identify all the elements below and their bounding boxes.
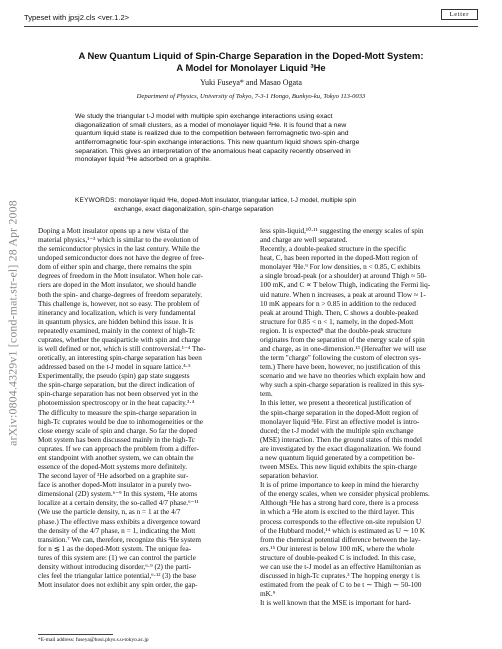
- text-line: estimated from the peak of C to be t ∼ Thigh ∼ 50-100: [260, 581, 422, 590]
- text-line: less spin-liquid,¹⁰·¹¹ suggesting the energy scales of spin: [260, 227, 424, 235]
- arxiv-stamp: [4, 158, 22, 488]
- text-line: It is of prime importance to keep in mind the hierarchy: [260, 481, 420, 490]
- text-line: transition.⁷ We can, therefore, recognize this ³He system: [38, 535, 202, 544]
- text-line: dimensional (2D) system.⁶⁻⁹ In this system, ³He atoms: [38, 490, 198, 499]
- text-line: It is well known that the MSE is important for hard-: [260, 599, 412, 608]
- text-line: Experimentally, the pseudo (spin) gap state suggests: [38, 372, 190, 381]
- text-line: and charge are well separated.: [260, 236, 348, 245]
- text-line: monolayer ³He.⁹ For low densities, n < 0.85, C exhibits: [260, 263, 421, 272]
- text-line: are investigated by the exact diagonalization. We found: [260, 444, 421, 453]
- footnote-rule: [38, 634, 113, 635]
- text-line: separation behavior.: [260, 472, 319, 481]
- text-line: The difficulty to measure the spin-charge separation in: [38, 408, 197, 417]
- text-line: both the spin- and charge-degrees of freedom separately.: [38, 290, 203, 299]
- text-line: peak at around Thigh. Then, C shows a double-peaked: [260, 308, 418, 317]
- keywords-label: KEYWORDS:: [75, 197, 117, 204]
- text-line: tures of this system are: (1) we can control the particle: [38, 553, 196, 562]
- keywords-line: exchange, exact diagonalization, spin-charge separation: [114, 205, 274, 213]
- text-line: of the energy scales, when we consider physical problems.: [260, 490, 430, 499]
- text-line: why such a spin-charge separation is realized in this sys-: [260, 381, 425, 390]
- text-line: addressed based on the t-J model in square lattice.⁴·⁵: [38, 363, 191, 372]
- text-line: cuprates, whether the quasiparticle with spin and charge: [38, 335, 201, 344]
- text-line: from the chemical potential difference between the lay-: [260, 535, 421, 544]
- text-line: Recently, a double-peaked structure in the specific: [260, 245, 407, 254]
- text-line: structure of double-peaked C is included. In this case,: [260, 553, 416, 562]
- journal-header: Typeset with jpsj2.cls <ver.1.2>: [24, 13, 130, 22]
- text-line: photoemission spectroscopy or in the heat capacity.³·⁴: [38, 399, 195, 408]
- text-line: We study the triangular t-J model with multiple spin exchange interactions using exact: [75, 113, 333, 120]
- right-column: [260, 227, 472, 608]
- text-line: density without introducing disorder,⁶·⁹ (2) the parti-: [38, 562, 192, 571]
- text-line: undoped semiconductor does not have the degree of free-: [38, 254, 205, 263]
- text-line: in quantum physics, are hidden behind this issue. It is: [38, 317, 194, 326]
- text-line: localize at a certain density, the so-called 4/7 phase.⁶⁻¹¹: [38, 499, 199, 508]
- article-type-box: Letter: [441, 9, 478, 20]
- text-line: ers.¹⁵ Our interest is below 100 mK, where the whole: [260, 544, 415, 553]
- text-line: riers are doped in the Mott insulator, we should handle: [38, 281, 197, 290]
- arxiv-stamp-text: arXiv:0804.4329v1 [cond-mat.str-el] 28 Apr 2008: [5, 200, 20, 446]
- text-line: region. It is expected⁹ that the double-peak structure: [260, 326, 412, 335]
- paper-title: [40, 50, 462, 75]
- text-line: oretically, an interesting spin-charge separation has been: [38, 354, 202, 363]
- authors: Yuki Fuseya* and Masao Ogata: [200, 78, 302, 87]
- text-line: itinerancy and localization, which is very fundamental: [38, 308, 196, 317]
- text-line: tween MSEs. This new liquid exhibits the spin-charge: [260, 463, 417, 472]
- text-line: In this letter, we present a theoretical justification of: [260, 399, 412, 408]
- text-line: for n ≲ 1 as the doped-Mott system. The unique fea-: [38, 544, 192, 553]
- text-line: high-Tc cuprates would be due to inhomogeneities or the: [38, 417, 203, 426]
- text-line: face is another doped-Mott insulator in a purely two-: [38, 481, 192, 490]
- text-line: phase.) The effective mass exhibits a divergence toward: [38, 517, 201, 526]
- text-line: ent standpoint with another system, we can obtain the: [38, 453, 194, 462]
- text-line: cuprates. If we can approach the problem from a differ-: [38, 444, 199, 453]
- text-line: (MSE) interaction. Then the ground states of this model: [260, 435, 422, 444]
- text-line: material physics,¹⁻³ which is similar to the evolution of: [38, 236, 199, 245]
- keywords-line: monolayer liquid ³He, doped-Mott insulator, triangular lattice, t-J model, multiple spin: [118, 197, 357, 204]
- text-line: the semiconductor physics in the last century. While the: [38, 245, 200, 254]
- text-line: a new quantum liquid generated by a competition be-: [260, 453, 415, 462]
- text-line: we can use the t-J model as an effective Hamiltonian as: [260, 562, 421, 571]
- text-line: quantum liquid state is realized due to the competition between ferromagnetic two-spin and: [75, 130, 349, 138]
- text-line: originates from the separation of the energy scale of spin: [260, 335, 425, 344]
- text-line: 10 mK appears for n > 0.85 in addition to the reduced: [260, 299, 416, 308]
- text-line: uid nature. When n increases, a peak at around Tlow ≈ 1-: [260, 290, 426, 299]
- text-line: monolayer liquid ³He adsorbed on a graphite.: [75, 156, 212, 164]
- title-line: A New Quantum Liquid of Spin-Charge Separation in the Doped-Mott System:: [78, 50, 424, 61]
- text-line: process corresponds to the effective on-site repulsion U: [260, 517, 422, 526]
- text-line: separation. This gives an interpretation of the anomalous heat capacity recently observed in: [75, 147, 351, 155]
- text-line: Mott insulator does not exhibit any spin order, the gap-: [38, 581, 198, 590]
- text-line: close energy scale of spin and charge. So far the doped: [38, 426, 197, 435]
- text-line: scenario and we have no theories which explain how and: [260, 372, 426, 381]
- text-line: The second layer of ³He adsorbed on a graphite sur-: [38, 472, 189, 481]
- text-line: of the Hubbard model,¹⁴ which is estimated as U ∼ 10 K: [260, 526, 426, 535]
- text-line: repeatedly examined, mainly in the context of high-Tc: [38, 326, 196, 335]
- text-line: the density of the 4/7 phase, n = 1, indicating the Mott: [38, 526, 196, 535]
- text-line: heat, C, has been reported in the doped-Mott region of: [260, 254, 418, 263]
- text-line: is well defined or not, which is still controversial.¹⁻⁴ The-: [38, 345, 206, 354]
- text-line: Doping a Mott insulator opens up a new vista of the: [38, 227, 189, 235]
- title-line: A Model for Monolayer Liquid ³He: [176, 62, 326, 74]
- text-line: Although ³He has a strong hard core, there is a process: [260, 499, 419, 508]
- text-line: 100 mK, and C ∝ T below Thigh, indicating the Fermi liq-: [260, 281, 431, 290]
- text-line: duced; the t-J model with the multiple spin exchange: [260, 426, 414, 435]
- text-line: tem.: [260, 390, 273, 399]
- affiliation: Department of Physics, University of Tokyo, 7-3-1 Hongo, Bunkyo-ku, Tokyo 113-0033: [136, 93, 366, 100]
- text-line: spin-charge separation has not been observed yet in the: [38, 390, 199, 399]
- text-line: dom of either spin and charge, there remains the spin: [38, 263, 192, 272]
- text-line: structure for 0.85 < n < 1, namely, in the doped-Mott: [260, 317, 414, 326]
- text-line: Mott system has been discussed mainly in the high-Tc: [38, 435, 195, 444]
- text-line: This challenge is, however, not so easy. The problem of: [38, 299, 200, 308]
- left-column: [38, 227, 250, 590]
- text-line: in which a ³He atom is excited to the third layer. This: [260, 508, 415, 517]
- keywords: [75, 197, 437, 214]
- text-line: discussed in high-Tc cuprates.³ The hopping energy t is: [260, 571, 420, 580]
- text-line: (We use the particle density, n, as n = 1 at the 4/7: [38, 508, 181, 517]
- text-line: cles feel the triangular lattice potential,⁶·¹² (3) the base: [38, 571, 197, 580]
- text-line: the spin-charge separation in the doped-Mott region of: [260, 408, 419, 417]
- abstract: [75, 113, 435, 165]
- text-line: and charge, as in one-dimension.¹³ (Hereafter we will use: [260, 345, 427, 354]
- text-line: antiferromagnetic four-spin exchange interactions. This new quantum liquid shows spin-charge: [75, 139, 360, 147]
- text-line: degrees of freedom in the Mott insulator. When hole car-: [38, 272, 203, 281]
- text-line: the spin-charge separation, but the direct indication of: [38, 381, 195, 390]
- text-line: diagonalization of small clusters, as a model of monolayer liquid ³He. It is found that a new: [75, 121, 347, 129]
- text-line: mK.⁹: [260, 590, 276, 599]
- text-line: the term "charge" following the custom of electron sys-: [260, 354, 421, 363]
- text-line: essence of the doped-Mott systems more definitely.: [38, 463, 188, 472]
- text-line: tem.) There have been, however, no justification of this: [260, 363, 421, 372]
- header-rule: [24, 26, 478, 27]
- text-line: monolayer liquid ³He. First an effective model is intro-: [260, 417, 420, 426]
- footnote: *E-mail address: fuseya@hosi.phys.s.u-tokyo.ac.jp: [38, 637, 149, 643]
- text-line: a single broad-peak (or a shoulder) at around Thigh ≈ 50-: [260, 272, 427, 281]
